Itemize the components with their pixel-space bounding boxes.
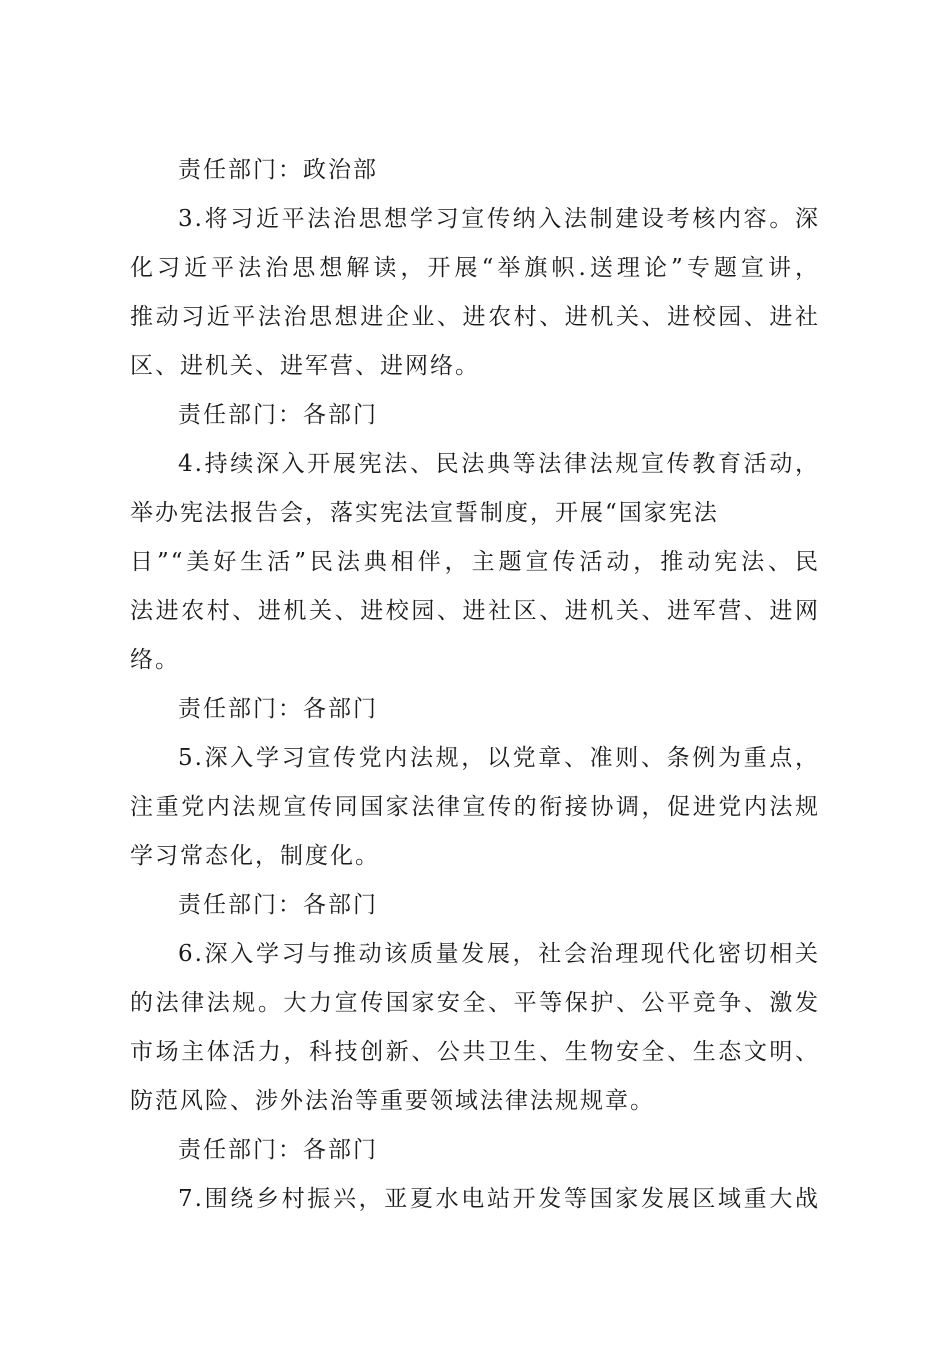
item-4-line-2: 举办宪法报告会，落实宪法宣誓制度，开展“国家宪法 <box>130 500 719 526</box>
responsible-dept-line: 责任部门：政治部 <box>178 157 378 183</box>
item-6-line-2: 的法律法规。大力宣传国家安全、平等保护、公平竞争、激发 <box>130 990 820 1016</box>
document-body <box>130 146 820 1224</box>
item-4-line-4: 法进农村、进机关、进校园、进社区、进机关、进军营、进网 <box>130 598 820 624</box>
item-5-line-3: 学习常态化，制度化。 <box>130 843 380 869</box>
item-4-line-3: 日”“美好生活”民法典相伴，主题宣传活动，推动宪法、民 <box>130 549 820 575</box>
responsible-dept-line: 责任部门：各部门 <box>178 402 378 428</box>
item-6-line-4: 防范风险、涉外法治等重要领域法律法规规章。 <box>130 1088 655 1114</box>
item-3-line-3: 推动习近平法治思想进企业、进农村、进机关、进校园、进社 <box>130 304 820 330</box>
item-3-line-4: 区、进机关、进军营、进网络。 <box>130 353 480 379</box>
item-4-line-1: 4.持续深入开展宪法、民法典等法律法规宣传教育活动， <box>178 451 820 477</box>
item-4-line-5: 络。 <box>130 647 180 673</box>
item-5-line-1: 5.深入学习宣传党内法规，以党章、准则、条例为重点， <box>178 745 820 771</box>
item-6-line-1: 6.深入学习与推动该质量发展，社会治理现代化密切相关 <box>178 941 820 967</box>
item-6-line-3: 市场主体活力，科技创新、公共卫生、生物安全、生态文明、 <box>130 1039 820 1065</box>
item-5-line-2: 注重党内法规宣传同国家法律宣传的衔接协调，促进党内法规 <box>130 794 820 820</box>
item-3-line-2: 化习近平法治思想解读，开展“举旗帜.送理论”专题宣讲， <box>130 255 820 281</box>
responsible-dept-line: 责任部门：各部门 <box>178 696 378 722</box>
item-7-line-1: 7.围绕乡村振兴，亚夏水电站开发等国家发展区域重大战 <box>178 1186 820 1212</box>
responsible-dept-line: 责任部门：各部门 <box>178 892 378 918</box>
item-3-line-1: 3.将习近平法治思想学习宣传纳入法制建设考核内容。深 <box>178 206 820 232</box>
responsible-dept-line: 责任部门：各部门 <box>178 1137 378 1163</box>
